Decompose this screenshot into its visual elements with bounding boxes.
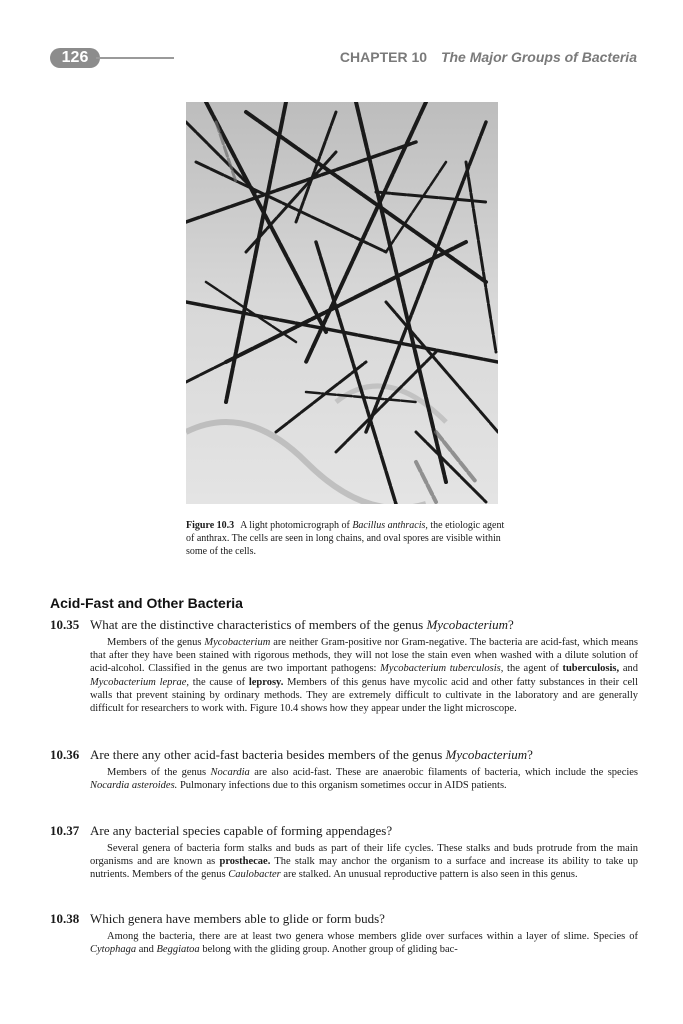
page-number-badge: 126 [50, 48, 100, 68]
question [50, 822, 638, 839]
answer-text: Several genera of bacteria form stalks and buds as part of their life cycles. These stalks and buds protrude from the main organisms and are known as [90, 843, 638, 868]
caption-text: A light photomicrograph of [240, 520, 350, 531]
answer [90, 766, 638, 792]
caption-species: Bacillus anthracis, [352, 520, 428, 531]
answer-text: are neither Gram-positive nor Gram-negative. The bacteria are acid-fast, which means that after they have been stained with rigorous methods, they will not lose the stain even when washed with a dilute solution of acid-alcohol. Classified in the genus are two important pathogens: [90, 637, 638, 675]
answer-italic: Nocardia [210, 767, 250, 778]
question [50, 616, 638, 633]
question-text: Are there any other acid-fast bacteria besides members of the genus [90, 747, 443, 762]
qa-item [50, 822, 638, 882]
answer-bold: prosthecae. [219, 856, 271, 868]
section-heading: Acid-Fast and Other Bacteria [50, 595, 243, 611]
question-italic: Mycobacterium [426, 617, 509, 632]
answer [90, 636, 638, 715]
question-text: Which genera have members able to glide or form buds? [90, 911, 385, 926]
answer-italic: Mycobacterium leprae, [90, 676, 190, 688]
question-number: 10.37 [50, 823, 80, 838]
question-text: Are any bacterial species capable of forming appendages? [90, 823, 393, 838]
answer-text: Pulmonary infections due to this organism sometimes occur in AIDS patients. [179, 780, 507, 792]
question-number: 10.38 [50, 911, 80, 926]
chapter-title: The Major Groups of Bacteria [440, 49, 637, 65]
question [50, 910, 638, 927]
answer-text: are also acid-fast. These are anaerobic filaments of bacteria, which include the species [254, 767, 639, 778]
answer-bold: leprosy. [248, 676, 284, 688]
question [50, 746, 638, 763]
answer-italic: Beggiatoa [156, 944, 200, 956]
figure-photomicrograph [186, 102, 498, 504]
question-italic: Mycobacterium [445, 747, 528, 762]
running-header [340, 49, 637, 65]
answer-text: The stalk may anchor the organism to a surface and increase its ability to take up nutrients. Members of the genus [90, 856, 639, 881]
answer-italic: Mycobacterium [204, 637, 271, 648]
figure-label: Figure 10.3 [186, 520, 235, 531]
question-number: 10.36 [50, 747, 80, 762]
figure-caption [186, 519, 506, 558]
question-end: ? [527, 747, 533, 762]
answer-italic: Cytophaga [90, 944, 137, 956]
header-rule [96, 57, 174, 59]
answer-bold: tuberculosis, [562, 663, 620, 675]
question-end: ? [508, 617, 514, 632]
question-text: What are the distinctive characteristics of members of the genus [90, 617, 424, 632]
answer-italic: Caulobacter [228, 869, 281, 881]
qa-item [50, 616, 638, 715]
answer-text: Members of the genus [107, 767, 207, 778]
answer-text: and [138, 944, 154, 956]
chapter-label: CHAPTER 10 [339, 49, 428, 65]
answer-text: are stalked. An unusual reproductive pattern is also seen in this genus. [283, 869, 578, 881]
answer-text: Members of this genus have mycolic acid and other fatty substances in their cell walls that prevent staining by ordinary methods. They are extremely difficult to cultivate in the laboratory and are generally difficult for researchers to work with. Figure 10.4 shows how they appear under the light microscope. [90, 676, 639, 715]
answer-text: the cause of [192, 676, 246, 688]
qa-item [50, 746, 638, 792]
answer-text: Among the bacteria, there are at least two genera whose members glide over surfaces within a layer of slime. Species of [107, 931, 638, 942]
answer-text: Members of the genus [107, 637, 202, 648]
answer [90, 930, 638, 956]
qa-item [50, 910, 638, 956]
answer-text: and [622, 663, 639, 675]
answer-italic: Nocardia asteroides. [90, 780, 178, 792]
answer-text: the agent of [507, 663, 559, 675]
answer-italic: Mycobacterium tuberculosis, [380, 663, 504, 675]
answer [90, 842, 638, 882]
question-number: 10.35 [50, 617, 80, 632]
caption-text-rest: the etiologic agent of anthrax. The cells are seen in long chains, and oval spores are visible within some of the cells. [186, 520, 505, 557]
answer-text: belong with the gliding group. Another group of gliding bac- [202, 944, 458, 956]
